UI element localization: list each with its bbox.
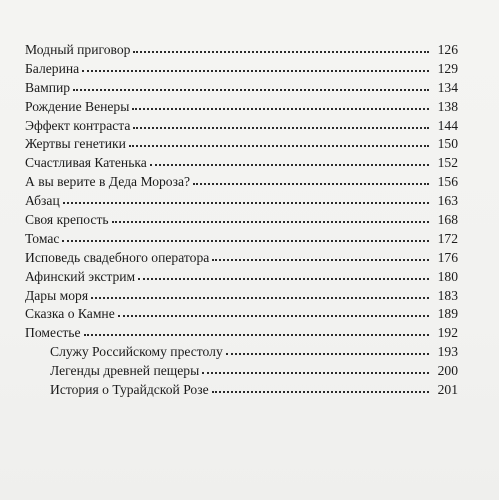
dot-leader	[150, 161, 429, 166]
dot-leader	[132, 105, 429, 110]
dot-leader	[212, 256, 429, 261]
toc-entry	[25, 79, 458, 98]
toc-entry-title: Балерина	[25, 60, 80, 76]
dot-leader	[133, 48, 429, 53]
toc-entry	[25, 381, 458, 400]
toc-entry-title: Дары моря	[25, 287, 89, 303]
toc-entry-page-number: 180	[437, 268, 458, 284]
toc-entry-page-number: 163	[437, 193, 458, 209]
toc-entry	[25, 117, 458, 136]
toc-entry-page-number: 144	[437, 117, 458, 133]
table-of-contents	[25, 41, 458, 400]
toc-entry-title: Жертвы генетики	[25, 136, 126, 152]
toc-entry-title: Эффект контраста	[25, 117, 131, 133]
toc-entry	[25, 362, 458, 381]
toc-entry	[25, 249, 458, 268]
toc-entry	[25, 154, 458, 173]
toc-entry-page-number: 168	[437, 212, 458, 228]
toc-entry-title: Сказка о Камне	[25, 306, 115, 322]
toc-entry-title: Исповедь свадебного оператора	[25, 249, 210, 265]
toc-entry-page-number: 126	[437, 42, 458, 57]
toc-entry-page-number: 134	[437, 79, 458, 95]
toc-entry-title: Рождение Венеры	[25, 98, 130, 114]
dot-leader	[129, 142, 429, 147]
toc-entry	[25, 135, 458, 154]
toc-entry	[25, 230, 458, 249]
dot-leader	[202, 369, 429, 374]
dot-leader	[63, 199, 429, 204]
dot-leader	[118, 312, 429, 317]
dot-leader	[138, 275, 429, 280]
toc-entry	[25, 211, 458, 230]
toc-entry-page-number: 200	[437, 363, 458, 379]
toc-entry-page-number: 138	[437, 98, 458, 114]
toc-entry-title: Легенды древней пещеры	[50, 363, 200, 379]
dot-leader	[193, 180, 429, 185]
toc-entry-page-number: 183	[437, 287, 458, 303]
toc-entry-title: Вампир	[25, 79, 71, 95]
toc-entry	[25, 60, 458, 79]
toc-entry-title: Служу Российскому престолу	[50, 344, 223, 360]
dot-leader	[212, 388, 429, 393]
toc-entry-page-number: 201	[437, 382, 458, 398]
toc-entry-page-number: 193	[437, 344, 458, 360]
toc-entry-page-number: 189	[437, 306, 458, 322]
toc-entry-title: Счастливая Катенька	[25, 155, 147, 171]
dot-leader	[84, 331, 429, 336]
toc-entry	[25, 343, 458, 362]
toc-entry-page-number: 156	[437, 174, 458, 190]
dot-leader	[62, 237, 429, 242]
toc-entry-page-number: 129	[437, 60, 458, 76]
toc-entry-title: А вы верите в Деда Мороза?	[25, 174, 191, 190]
toc-entry	[25, 324, 458, 343]
toc-entry	[25, 173, 458, 192]
toc-entry	[25, 287, 458, 306]
toc-entry	[25, 41, 458, 60]
toc-entry	[25, 268, 458, 287]
toc-entry	[25, 98, 458, 117]
dot-leader	[226, 350, 429, 355]
toc-entry	[25, 305, 458, 324]
toc-entry-page-number: 176	[437, 249, 458, 265]
toc-entry-title: Своя крепость	[25, 212, 109, 228]
toc-entry-title: Томас	[25, 230, 60, 246]
dot-leader	[82, 67, 429, 72]
toc-entry-title: Афинский экстрим	[25, 268, 136, 284]
toc-entry-page-number: 150	[437, 136, 458, 152]
toc-entry-title: Модный приговор	[25, 42, 131, 57]
toc-entry-title: Абзац	[25, 193, 60, 209]
toc-entry-page-number: 192	[437, 325, 458, 341]
dot-leader	[133, 124, 429, 129]
dot-leader	[112, 218, 429, 223]
toc-entry	[25, 192, 458, 211]
dot-leader	[91, 294, 429, 299]
toc-entry-page-number: 172	[437, 230, 458, 246]
toc-entry-page-number: 152	[437, 155, 458, 171]
toc-entry-title: История о Турайдской Розе	[50, 382, 209, 398]
dot-leader	[73, 86, 429, 91]
toc-entry-title: Поместье	[25, 325, 81, 341]
